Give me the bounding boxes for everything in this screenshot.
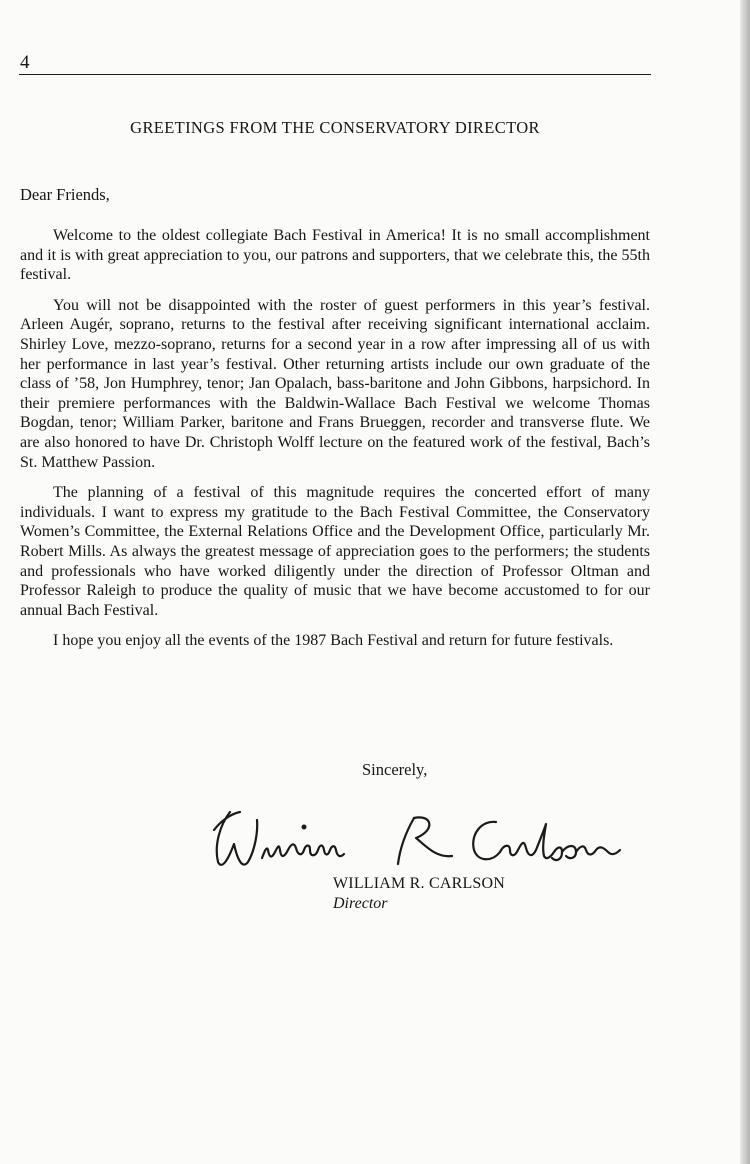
page-edge-shadow [740, 0, 750, 1164]
signer-title: Director [333, 895, 388, 912]
handwritten-signature [200, 800, 630, 880]
header-rule [19, 74, 651, 75]
signer-name: WILLIAM R. CARLSON [333, 875, 506, 892]
paragraph-welcome: Welcome to the oldest collegiate Bach Festival in America! It is no small accomplishment and it is with great appreciation to you, our patrons and supporters, that we celebrate this, the 55th festival. [20, 227, 650, 284]
salutation: Dear Friends, [20, 185, 110, 204]
paragraph-closing-wish: I hope you enjoy all the events of the 1987 Bach Festival and return for future festivals. [53, 632, 614, 650]
paragraph-gratitude: The planning of a festival of this magnitude requires the concerted effort of many individuals. I want to express my gratitude to the Bach Festival Committee, the Conservatory Women’s Committee, the External Relations Office and the Development Office, particularly Mr. Robert Mills. As always the greatest message of appreciation goes to the performers; the students and professionals who have worked diligently under the direction of Professor Oltman and Professor Raleigh to produce the quality of music that we have become accustomed to for our annual Bach Festival. [20, 484, 650, 619]
page-number: 4 [20, 52, 30, 73]
closing-sincerely: Sincerely, [362, 760, 428, 779]
paragraph-performers: You will not be disappointed with the roster of guest performers in this year’s festival. Arleen Augér, soprano, returns to the festival after receiving significant international acclaim. Shirley Love, mezzo-soprano, returns for a second year in a row after impressing all of us with her performance in last year’s festival. Other returning artists include our own graduate of the class of ’58, Jon Humphrey, tenor; Jan Opalach, bass-baritone and John Gibbons, harpsichord. In their premiere performances with the Baldwin-Wallace Bach Festival we welcome Thomas Bogdan, tenor; William Parker, baritone and Frans Brueggen, recorder and transverse flute. We are also honored to have Dr. Christoph Wolff lecture on the featured work of the festival, Bach’s St. Matthew Passion. [20, 296, 650, 471]
page-title: GREETINGS FROM THE CONSERVATORY DIRECTOR [130, 118, 540, 137]
letter-body [20, 226, 650, 651]
